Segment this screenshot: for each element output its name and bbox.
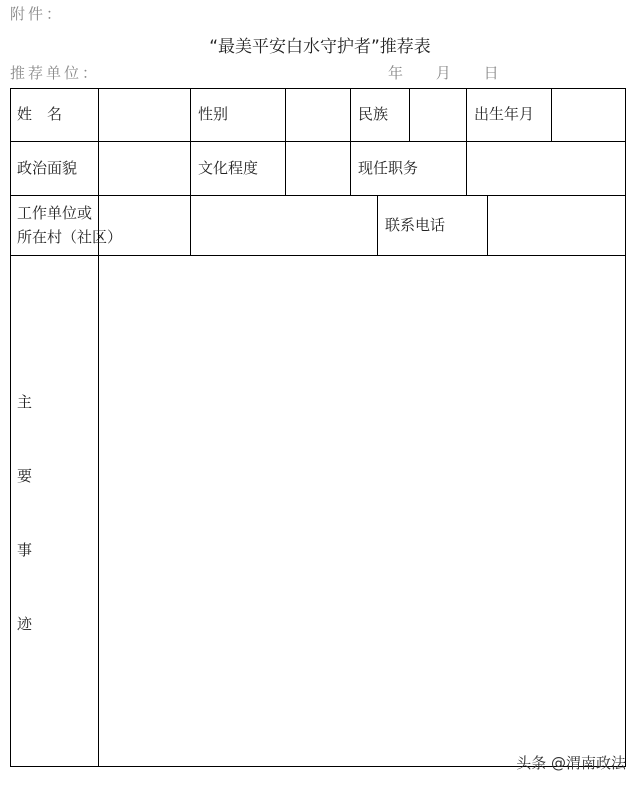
current-position-input[interactable] [467,142,625,195]
page-title: “最美平安白水守护者”推荐表 [209,37,431,57]
table-border-right [625,88,626,767]
ethnicity-label: 民族 [358,105,389,123]
birth-date-input[interactable] [552,89,625,141]
date-year-label: 年 [388,64,404,82]
current-position-label: 现任职务 [358,159,419,177]
main-deeds-input[interactable] [99,256,625,766]
col-divider [377,195,378,255]
work-unit-label [17,201,122,249]
education-input[interactable] [286,142,350,195]
deeds-label-char: 主 [17,393,33,411]
col-divider [350,88,351,195]
gender-label: 性别 [198,105,229,123]
deeds-label-char: 事 [17,541,33,559]
deeds-label-char: 要 [17,467,33,485]
work-unit-input[interactable] [191,196,377,255]
ethnicity-input[interactable] [410,89,466,141]
political-status-label: 政治面貌 [17,159,78,177]
name-input[interactable] [99,89,190,141]
phone-label: 联系电话 [385,216,446,234]
birth-date-label: 出生年月 [474,105,535,123]
work-unit-label-line2: 所在村（社区） [17,228,123,246]
source-watermark: 头条 @渭南政法 [516,754,626,772]
attachment-label: 附件： [10,5,65,23]
date-day-label: 日 [483,64,499,82]
work-unit-label-line1: 工作单位或 [17,204,93,222]
name-label: 姓 名 [17,105,63,123]
education-label: 文化程度 [198,159,259,177]
deeds-label-char: 迹 [17,615,33,633]
date-row [388,62,527,83]
gender-input[interactable] [286,89,350,141]
date-month-label: 月 [435,64,451,82]
recommending-unit-label: 推荐单位： [10,64,101,82]
table-border-left [10,88,11,767]
phone-input[interactable] [488,196,625,255]
political-status-input[interactable] [99,142,190,195]
